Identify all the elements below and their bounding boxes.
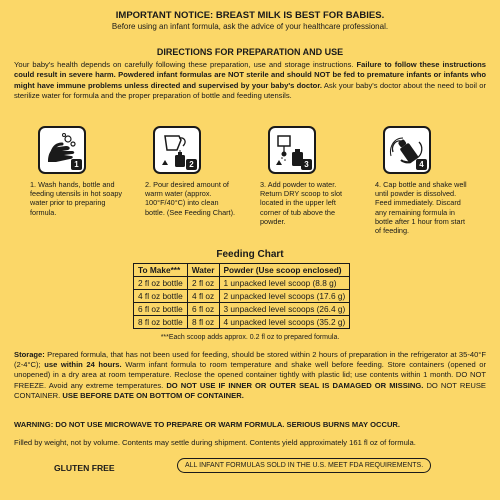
notice-subtitle: Before using an infant formula, ask the advice of your healthcare professional.: [111, 22, 389, 31]
step-4-box: [383, 126, 431, 174]
step-2-text: 2. Pour desired amount of warm water (approx. 100°F/40°C) into clean bottle. (See Feeding Chart).: [145, 180, 236, 217]
step-3-text: 3. Add powder to water. Return DRY scoop to slot located in the upper left corner of tub above the powder.: [260, 180, 343, 226]
feeding-chart-header-row: [134, 264, 350, 277]
storage-bold-3: USE BEFORE DATE ON BOTTOM OF CONTAINER.: [62, 390, 244, 400]
cell-powder: 2 unpacked level scoops (17.6 g): [219, 290, 350, 303]
preparation-steps: [30, 126, 470, 246]
step-3-number: 3: [301, 159, 312, 170]
feeding-chart-title: Feeding Chart: [216, 249, 284, 260]
intro-bold-1: Failure to follow these instructions could result in severe harm. Powdered infant formulas are NOT sterile and should NOT be fed to premature infants or infants who might have immune problems unless directed and supervised by your baby's doctor.: [14, 60, 486, 90]
cell-make: 2 fl oz bottle: [134, 277, 188, 290]
feeding-chart-table: [133, 263, 350, 329]
directions-title: DIRECTIONS FOR PREPARATION AND USE: [156, 47, 344, 57]
step-4-text: 4. Cap bottle and shake well until powder is dissolved. Feed immediately. Discard any remaining formula in bottle after 1 hour from start of feeding.: [375, 180, 467, 236]
step-4: [375, 126, 470, 235]
storage-instructions: [14, 350, 486, 401]
step-3-box: [268, 126, 316, 174]
header-water: Water: [187, 264, 219, 277]
step-4-number: 4: [416, 159, 427, 170]
storage-bold-2: DO NOT USE IF INNER OR OUTER SEAL IS DAMAGED OR MISSING.: [166, 380, 424, 390]
fda-requirements-badge: ALL INFANT FORMULAS SOLD IN THE U.S. MEET FDA REQUIREMENTS.: [177, 458, 431, 473]
table-row: [134, 290, 350, 303]
cell-water: 8 fl oz: [187, 316, 219, 329]
storage-text-2: Warm infant formula to room temperature and shake well before feeding. Store containers (opened or unopened) in a dry area at room temperature. Reclose the opened container tightly with plastic lid; use contents within 1 month. DO NOT FREEZE. Avoid any extreme temperatures.: [14, 360, 486, 390]
directions-intro: [14, 60, 486, 102]
table-row: [134, 303, 350, 316]
step-1: [30, 126, 125, 217]
cell-water: 4 fl oz: [187, 290, 219, 303]
cell-water: 2 fl oz: [187, 277, 219, 290]
storage-text-1: Prepared formula, that has not been used for feeding, should be stored within 2 hours of preparation in the refrigerator at 35-40°F (2-4°C);: [14, 350, 486, 370]
cell-powder: 4 unpacked level scoops (35.2 g): [219, 316, 350, 329]
cell-powder: 3 unpacked level scoops (26.4 g): [219, 303, 350, 316]
cell-water: 6 fl oz: [187, 303, 219, 316]
header-to-make: To Make***: [134, 264, 188, 277]
storage-text-3: DO NOT REUSE CONTAINER.: [14, 380, 487, 400]
table-row: [134, 316, 350, 329]
cell-powder: 1 unpacked level scoop (8.8 g): [219, 277, 350, 290]
step-2-number: 2: [186, 159, 197, 170]
microwave-warning: WARNING: DO NOT USE MICROWAVE TO PREPARE OR WARM FORMULA. SERIOUS BURNS MAY OCCUR.: [14, 420, 401, 429]
cell-make: 8 fl oz bottle: [134, 316, 188, 329]
cell-make: 4 fl oz bottle: [134, 290, 188, 303]
cell-make: 6 fl oz bottle: [134, 303, 188, 316]
step-1-text: 1. Wash hands, bottle and feeding utensils in hot soapy water prior to preparing formula.: [30, 180, 123, 217]
table-row: [134, 277, 350, 290]
step-2: [145, 126, 240, 217]
step-1-number: 1: [71, 159, 82, 170]
intro-text-2: Ask your baby's doctor about the need to boil or sterilize water for formula and the proper preparation of bottle and feeding utensils.: [14, 80, 486, 101]
gluten-free-label: GLUTEN FREE: [54, 463, 115, 473]
intro-text-1: Your baby's health depends on carefully following these preparation, use and storage instructions.: [14, 60, 357, 69]
header-powder: Powder (Use scoop enclosed): [219, 264, 350, 277]
storage-label: Storage:: [14, 350, 45, 359]
step-3: [260, 126, 355, 226]
notice-title: IMPORTANT NOTICE: BREAST MILK IS BEST FOR BABIES.: [115, 10, 385, 21]
storage-bold-1: use within 24 hours.: [44, 360, 122, 370]
feeding-chart-note: ***Each scoop adds approx. 0.2 fl oz to prepared formula.: [160, 334, 340, 341]
step-2-box: [153, 126, 201, 174]
filled-by-weight-note: Filled by weight, not by volume. Contents may settle during shipment. Contents yield approximately 161 fl oz of formula.: [14, 438, 416, 447]
step-1-box: [38, 126, 86, 174]
